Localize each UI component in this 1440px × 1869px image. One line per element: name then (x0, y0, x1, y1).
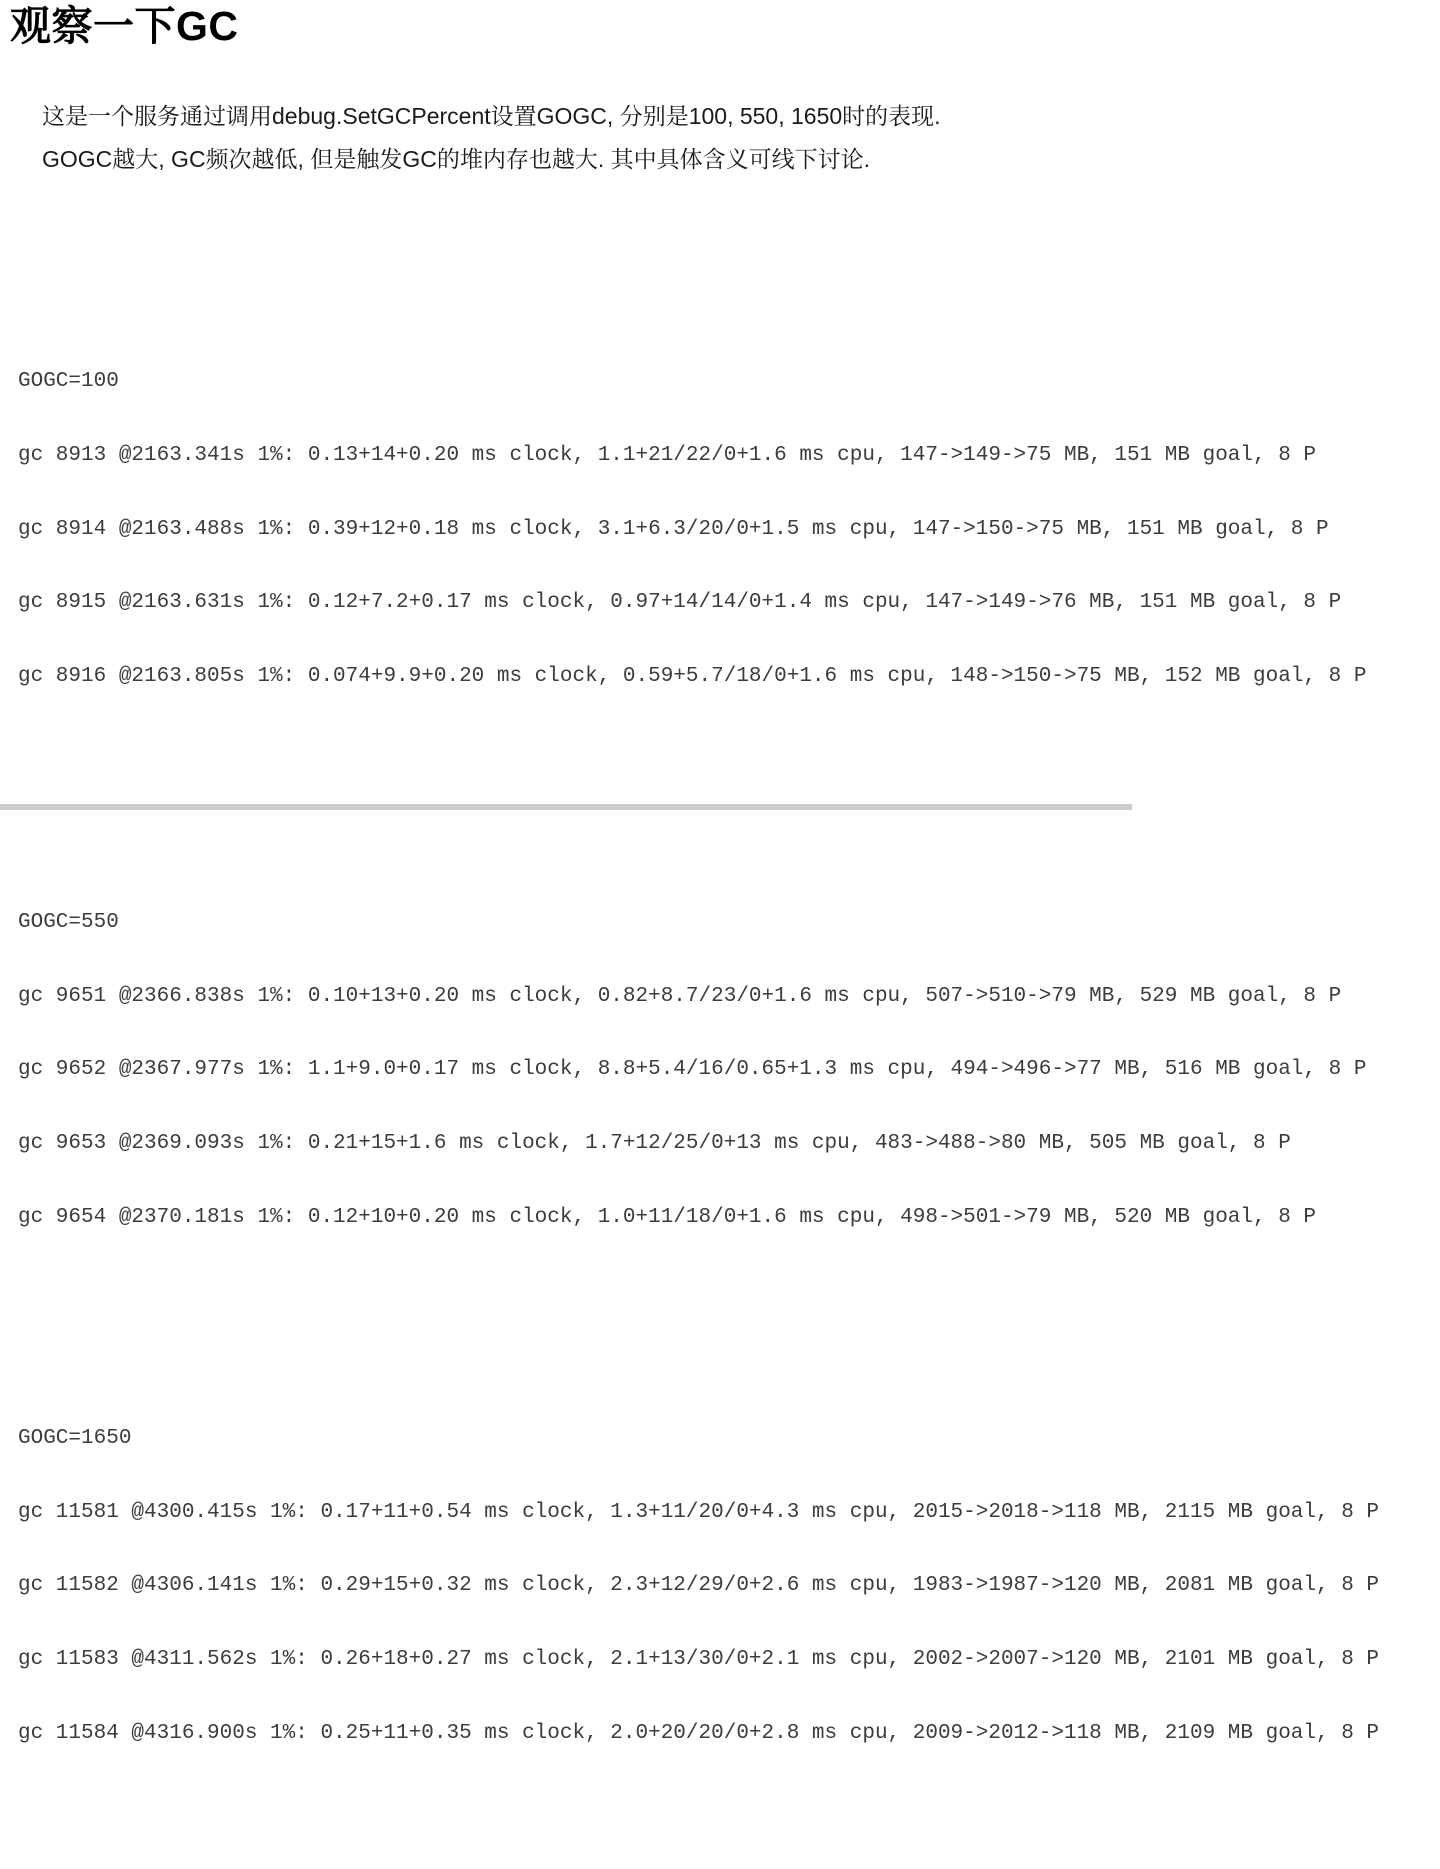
description-line-2: GOGC越大, GC频次越低, 但是触发GC的堆内存也越大. 其中具体含义可线下讨论. (42, 146, 871, 172)
gc-log-line: gc 8913 @2163.341s 1%: 0.13+14+0.20 ms clock, 1.1+21/22/0+1.6 ms cpu, 147->149->75 MB, 151 MB goal, 8 P (18, 443, 1317, 467)
gc-log-line: gc 8916 @2163.805s 1%: 0.074+9.9+0.20 ms clock, 0.59+5.7/18/0+1.6 ms cpu, 148->150->75 MB, 152 MB goal, 8 P (18, 665, 1367, 689)
description (42, 103, 941, 189)
page-title: 观察一下GC (10, 3, 239, 49)
description-line-1: 这是一个服务通过调用debug.SetGCPercent设置GOGC, 分别是100, 550, 1650时的表现. (42, 103, 941, 129)
gc-log-header-gogc-1650: GOGC=1650 (18, 1426, 132, 1450)
gc-log-line: gc 11582 @4306.141s 1%: 0.29+15+0.32 ms clock, 2.3+12/29/0+2.6 ms cpu, 1983->1987->120 MB, 2081 MB goal, 8 P (18, 1574, 1380, 1598)
gc-log-line: gc 11583 @4311.562s 1%: 0.26+18+0.27 ms clock, 2.1+13/30/0+2.1 ms cpu, 2002->2007->120 MB, 2101 MB goal, 8 P (18, 1648, 1380, 1672)
gc-log-line: gc 9653 @2369.093s 1%: 0.21+15+1.6 ms clock, 1.7+12/25/0+13 ms cpu, 483->488->80 MB, 505 MB goal, 8 P (18, 1132, 1291, 1156)
gc-log-block-gogc-550 (18, 862, 1379, 1280)
gc-log-block-gogc-1650 (18, 1378, 1379, 1796)
gc-log-block-gogc-100 (18, 321, 1379, 739)
gc-log-line: gc 11581 @4300.415s 1%: 0.17+11+0.54 ms clock, 1.3+11/20/0+4.3 ms cpu, 2015->2018->118 MB, 2115 MB goal, 8 P (18, 1500, 1380, 1524)
gc-log-line: gc 9652 @2367.977s 1%: 1.1+9.0+0.17 ms clock, 8.8+5.4/16/0.65+1.3 ms cpu, 494->496->77 MB, 516 MB goal, 8 P (18, 1058, 1367, 1082)
gc-log-header-gogc-100: GOGC=100 (18, 369, 119, 393)
gc-log-header-gogc-550: GOGC=550 (18, 910, 119, 934)
bottom-edge-bar (0, 804, 1132, 810)
gc-log-line: gc 8914 @2163.488s 1%: 0.39+12+0.18 ms clock, 3.1+6.3/20/0+1.5 ms cpu, 147->150->75 MB, 151 MB goal, 8 P (18, 517, 1329, 541)
gc-log-line: gc 9651 @2366.838s 1%: 0.10+13+0.20 ms clock, 0.82+8.7/23/0+1.6 ms cpu, 507->510->79 MB, 529 MB goal, 8 P (18, 984, 1342, 1008)
gc-log-line: gc 11584 @4316.900s 1%: 0.25+11+0.35 ms clock, 2.0+20/20/0+2.8 ms cpu, 2009->2012->118 MB, 2109 MB goal, 8 P (18, 1721, 1380, 1745)
gc-log-line: gc 8915 @2163.631s 1%: 0.12+7.2+0.17 ms clock, 0.97+14/14/0+1.4 ms cpu, 147->149->76 MB, 151 MB goal, 8 P (18, 591, 1342, 615)
gc-log (18, 247, 1379, 1869)
gc-log-line: gc 9654 @2370.181s 1%: 0.12+10+0.20 ms clock, 1.0+11/18/0+1.6 ms cpu, 498->501->79 MB, 520 MB goal, 8 P (18, 1205, 1317, 1229)
